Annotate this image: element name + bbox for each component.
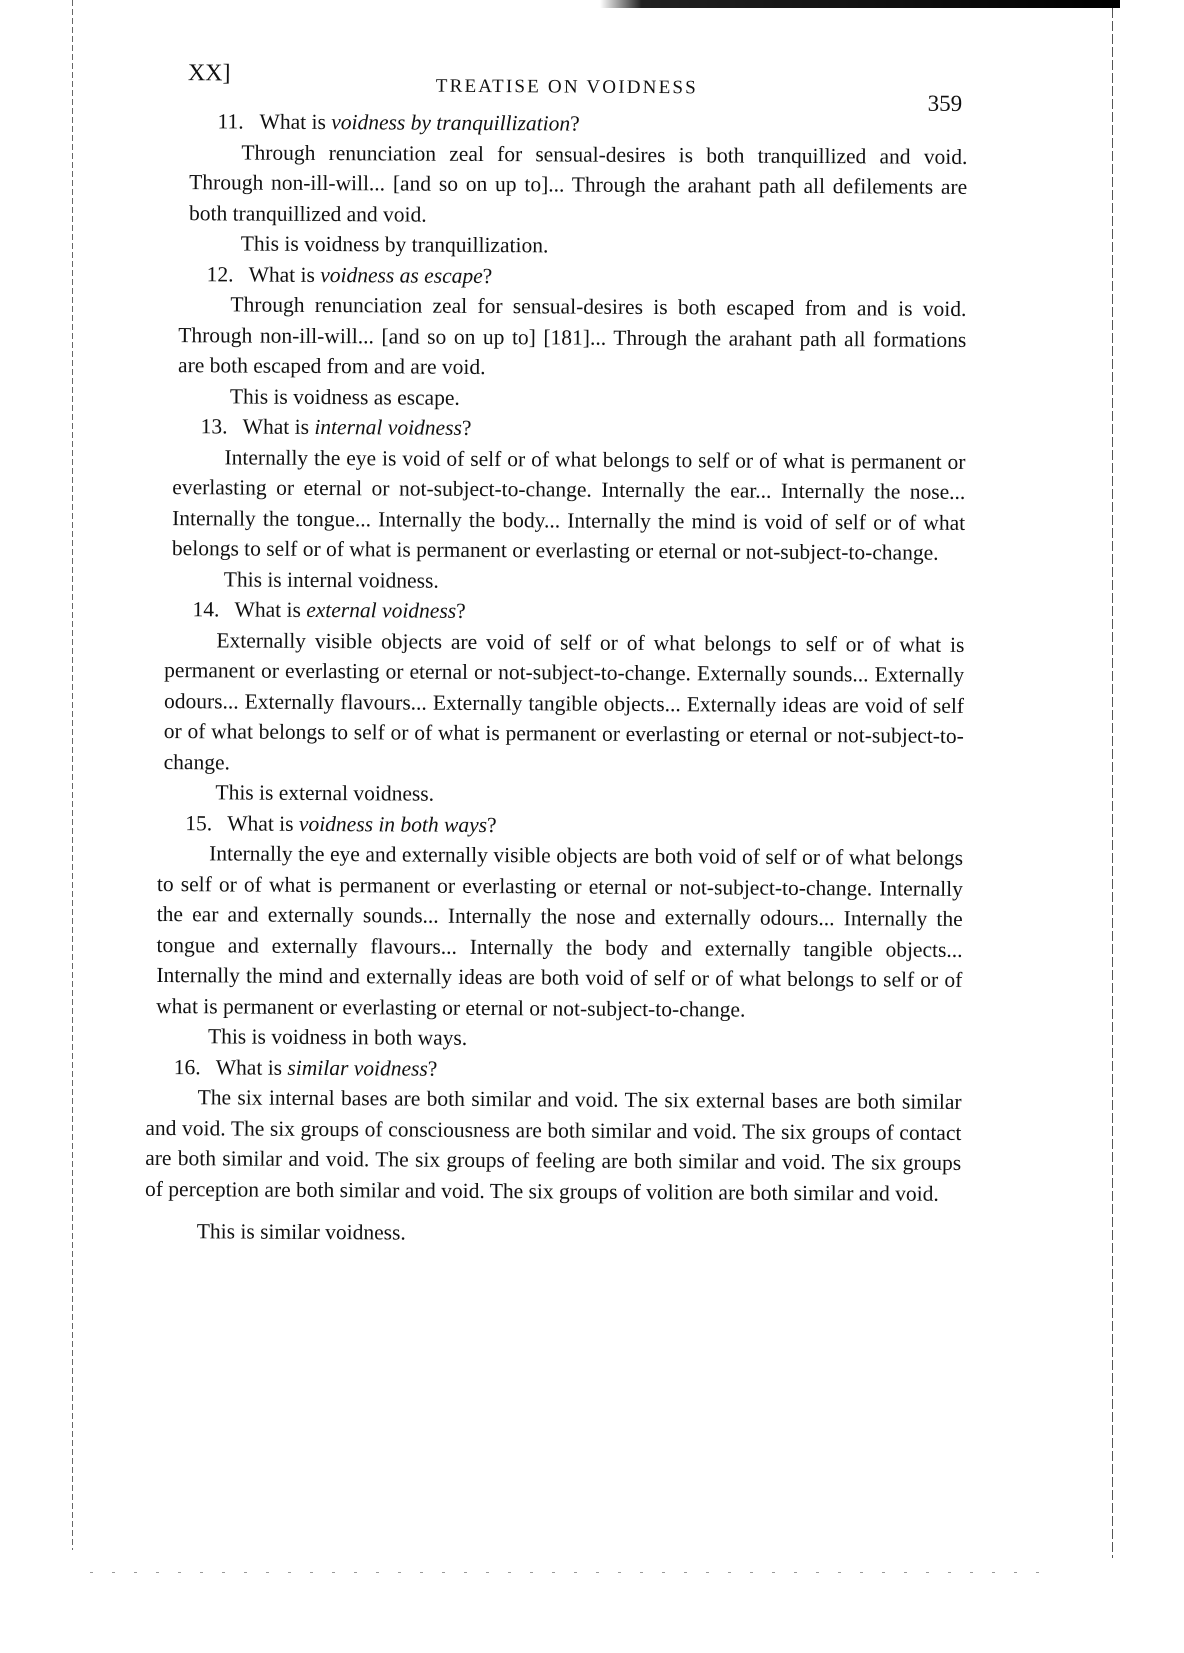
question-term: internal voidness [314, 414, 462, 440]
question-prefix: What is [215, 1054, 288, 1080]
chapter-mark: XX] [187, 60, 231, 87]
question-suffix: ? [486, 812, 497, 837]
question-prefix: What is [242, 414, 315, 439]
question-suffix: ? [427, 1056, 438, 1081]
book-page [144, 52, 968, 1251]
section-number: 13. [200, 414, 228, 439]
question-term: voidness by tranquillization [331, 110, 571, 136]
question-suffix: ? [570, 111, 580, 136]
running-title: TREATISE ON VOIDNESS [435, 75, 699, 99]
section-body: Internally the eye is void of self or of what belongs to self or of what is permanent or everlasting or eternal or not-subject-to-change. Internally the ear... Internally the nose... Internally the tongue... Internally the body... Internally the mind is void of self or of what belongs to self or of what is permanent or everlasting or eternal or not-subject-to-change. [171, 444, 966, 565]
page-right-edge [1112, 8, 1113, 1558]
page-number: 359 [927, 90, 963, 116]
section-number: 12. [206, 261, 234, 286]
section-16 [145, 1051, 962, 1251]
question-term: voidness in both ways [298, 811, 488, 837]
section-question [165, 594, 965, 629]
section-question [146, 1051, 962, 1086]
section-closing: This is voidness in both ways. [207, 1024, 468, 1050]
question-prefix: What is [259, 109, 332, 135]
section-body: Externally visible objects are void of self or of what belongs to self or of what is permanent or everlasting or eternal or not-subject-to-change. Externally sounds... Externally odours... Externally flavours... Externally tangible objects... Externally ideas are void of self or of what belongs to self or of what is permanent or everlasting or eternal or not-subject-to-change. [163, 627, 965, 774]
question-prefix: What is [227, 810, 300, 836]
page-left-edge [72, 0, 73, 1550]
section-13 [172, 411, 966, 599]
section-11 [189, 106, 968, 263]
section-number: 11. [217, 109, 244, 134]
section-closing: This is external voidness. [215, 780, 435, 806]
question-suffix: ? [482, 263, 493, 288]
running-head [160, 52, 968, 116]
scan-top-edge-shadow [600, 0, 1120, 8]
section-question [179, 259, 967, 294]
question-suffix: ? [456, 598, 466, 623]
section-closing: This is voidness as escape. [229, 383, 460, 410]
section-number: 15. [185, 810, 213, 835]
section-question [173, 411, 966, 446]
section-closing: This is internal voidness. [223, 566, 439, 593]
question-prefix: What is [234, 597, 307, 622]
question-prefix: What is [248, 262, 321, 287]
section-closing: This is voidness by tranquillization. [240, 231, 549, 258]
section-question [157, 807, 963, 842]
section-body: Through renunciation zeal for sensual-desires is both tranquillized and void. Through non-ill-will... [and so on up to]... Through the arahant path all defilements are both tranquillized and void. [188, 139, 968, 227]
section-question [189, 106, 967, 141]
section-body: Internally the eye and externally visible objects are both void of self or of what belongs to self or of what is permanent or everlasting or eternal or not-subject-to-change. Internally the ear and externally sounds... Internally the nose and externally odours... Internally the tongue and externally flavours... Internally the body and externally tangible objects... Internally the mind and externally ideas are both void of self or of what belongs to self or of what is permanent or everlasting or eternal or not-subject-to-change. [156, 841, 964, 1022]
question-suffix: ? [461, 415, 472, 440]
section-12 [178, 259, 967, 416]
section-body: The six internal bases are both similar and void. The six external bases are both similar and void. The six groups of consciousness are both similar and void. The six groups of contact are both similar and void. The six groups of feeling are both similar and void. The six groups of perception are both similar and void. The six groups of volition are both similar and void. [144, 1085, 962, 1206]
section-14 [163, 594, 964, 812]
section-body: Through renunciation zeal for sensual-desires is both escaped from and is void. Through non-ill-will... [and so on up to] [181]... Through the arahant path all formations are both escaped from and are void. [178, 292, 967, 379]
section-number: 14. [192, 597, 220, 622]
section-number: 16. [173, 1054, 201, 1079]
section-closing: This is similar voidness. [196, 1219, 406, 1245]
section-15 [156, 807, 963, 1056]
question-term: external voidness [306, 597, 457, 623]
question-term: similar voidness [287, 1055, 428, 1081]
scan-bottom-noise [90, 1572, 1050, 1573]
question-term: voidness as escape [320, 262, 483, 288]
